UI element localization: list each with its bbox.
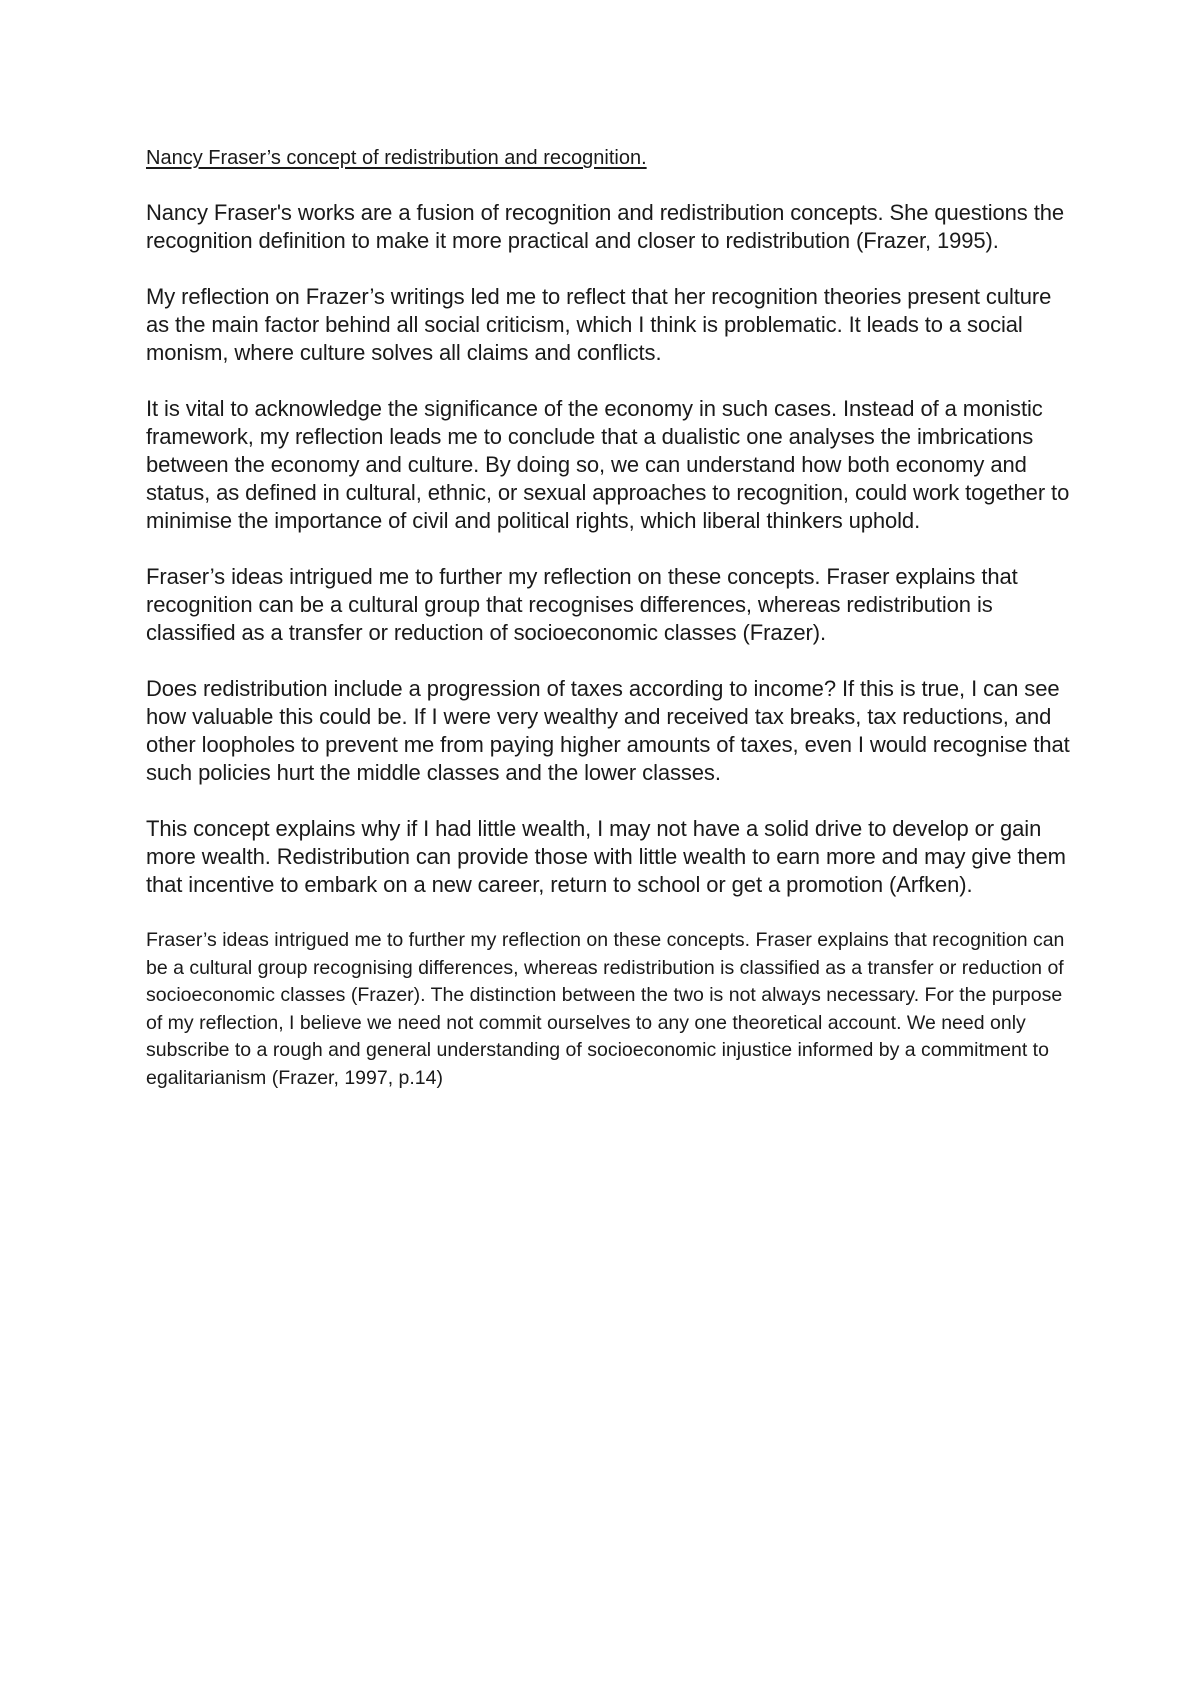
document-body — [146, 144, 1076, 1121]
paragraph-3: It is vital to acknowledge the significance of the economy in such cases. Instead of a monistic framework, my reflection leads me to conclude that a dualistic one analyses the imbrications between the economy and culture. By doing so, we can understand how both economy and status, as defined in cultural, ethnic, or sexual approaches to recognition, could work together to minimise the importance of civil and political rights, which liberal thinkers uphold. — [146, 396, 1070, 533]
paragraph-4: Fraser’s ideas intrigued me to further my reflection on these concepts. Fraser explains that recognition can be a cultural group that recognises differences, whereas redistribution is classified as a transfer or reduction of socioeconomic classes (Frazer). — [146, 564, 1018, 645]
paragraph-6: This concept explains why if I had little wealth, I may not have a solid drive to develop or gain more wealth. Redistribution can provide those with little wealth to earn more and may give them that incentive to embark on a new career, return to school or get a promotion (Arfken). — [146, 816, 1066, 897]
paragraph-1: Nancy Fraser's works are a fusion of recognition and redistribution concepts. She questions the recognition definition to make it more practical and closer to redistribution (Frazer, 1995). — [146, 200, 1064, 253]
paragraph-2: My reflection on Frazer’s writings led me to reflect that her recognition theories present culture as the main factor behind all social criticism, which I think is problematic. It leads to a social monism, where culture solves all claims and conflicts. — [146, 284, 1052, 365]
paragraph-5: Does redistribution include a progression of taxes according to income? If this is true, I can see how valuable this could be. If I were very wealthy and received tax breaks, tax reductions, and other loopholes to prevent me from paying higher amounts of taxes, even I would recognise that such policies hurt the middle classes and the lower classes. — [146, 676, 1070, 785]
document-title: Nancy Fraser’s concept of redistribution and recognition. — [146, 147, 647, 169]
paragraph-7: Fraser’s ideas intrigued me to further my reflection on these concepts. Fraser explains that recognition can be a cultural group recognising differences, whereas redistribution is classified as a transfer or reduction of socioeconomic classes (Frazer). The distinction between the two is not always necessary. For the purpose of my reflection, I believe we need not commit ourselves to any one theoretical account. We need only subscribe to a rough and general understanding of socioeconomic injustice informed by a commitment to egalitarianism (Frazer, 1997, p.14) — [146, 929, 1065, 1089]
